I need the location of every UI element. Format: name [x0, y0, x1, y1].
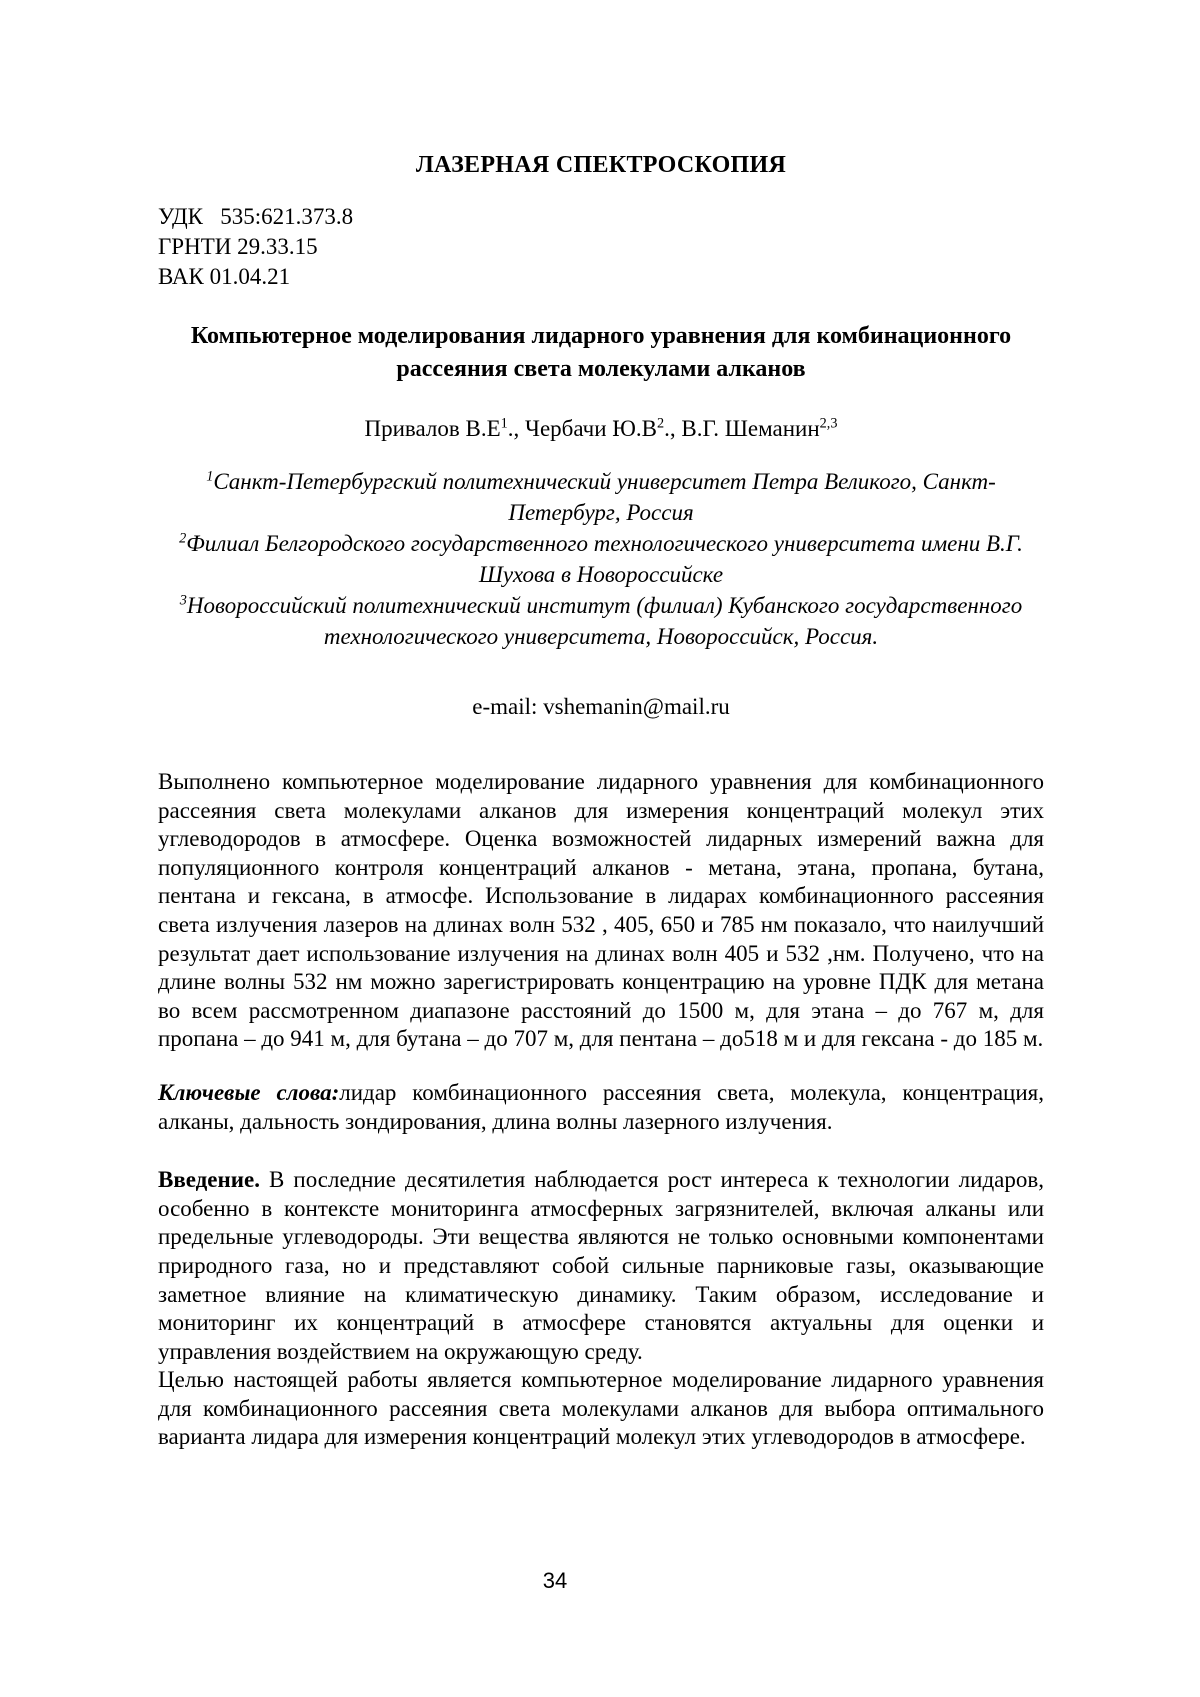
- introduction-heading: Введение.: [158, 1167, 260, 1193]
- introduction-text: В последние десятилетия наблюдается рост интереса к технологии лидаров, особенно в контексте мониторинга атмосферных загрязнителей, включая алканы или предельные углеводороды. Эти вещества являются не только основными компонентами природного газа, но и представляют собой сильные парниковые газы, оказывающие заметное влияние на климатическую динамику. Таким образом, исследование и мониторинг их концентраций в атмосфере становятся актуальны для оценки и управления воздействием на окружающую среду.: [158, 1167, 1044, 1364]
- author-3-affiliation-ref: 2,3: [819, 415, 838, 432]
- classification-codes: [158, 202, 1044, 292]
- author-3: В.Г. Шеманин$^{2,3}$: [681, 415, 838, 441]
- authors-line: [158, 414, 1044, 444]
- keywords-paragraph: [158, 1079, 1044, 1136]
- affiliations-block: [158, 466, 1044, 652]
- affiliation-1: $^1$Санкт-Петербургский политехнический университет Петра Великого, Санкт-Петербург, Россия: [206, 468, 996, 525]
- keywords-label: Ключевые слова:: [158, 1079, 340, 1105]
- journal-section-header: ЛАЗЕРНАЯ СПЕКТРОСКОПИЯ: [415, 152, 787, 178]
- page-number: 34: [542, 1568, 568, 1593]
- author-2: Чербачи $Ю.В^2$.,: [525, 415, 682, 441]
- affiliation-2: $^2$Филиал Белгородского государственного технологического университета имени В.Г. Шухова в Новороссийске: [179, 530, 1023, 587]
- affiliation-3-marker: 3: [179, 592, 187, 609]
- udc-code: УДК 535:621.373.8: [158, 204, 354, 229]
- author-1-affiliation-ref: 1: [500, 415, 508, 432]
- affiliation-2-marker: 2: [179, 530, 187, 547]
- article-title: Компьютерное моделирования лидарного уравнения для комбинационного рассеяния света молекулами алканов: [190, 323, 1012, 382]
- vak-code: ВАК 01.04.21: [158, 264, 291, 289]
- author-1: Привалов $В.Е^1$.,: [364, 415, 526, 441]
- keywords-text: лидар комбинационного рассеяния света, молекула, концентрация, алканы, дальность зондирования, длина волны лазерного излучения.: [158, 1079, 1044, 1134]
- goal-paragraph: Целью настоящей работы является компьютерное моделирование лидарного уравнения для комбинационного рассеяния света молекулами алканов для выбора оптимального варианта лидара для измерения концентраций молекул этих углеводородов в атмосфере.: [158, 1367, 1044, 1450]
- grnti-code: ГРНТИ 29.33.15: [158, 234, 318, 259]
- author-2-affiliation-ref: 2: [657, 415, 665, 432]
- introduction-paragraph: [158, 1166, 1044, 1366]
- abstract-paragraph: Выполнено компьютерное моделирование лидарного уравнения для комбинационного рассеяния света молекулами алканов для измерения концентраций молекул этих углеводородов в атмосфере. Оценка возможностей лидарных измерений важна для популяционного контроля концентраций алканов - метана, этана, пропана, бутана, пентана и гексана, в атмосфе. Использование в лидарах комбинационного рассеяния света излучения лазеров на длинах волн 532 , 405, 650 и 785 нм показало, что наилучший результат дает использование излучения на длинах волн 405 и 532 ,нм. Получено, что на длине волны 532 нм можно зарегистрировать концентрацию на уровне ПДК для метана во всем рассмотренном диапазоне расстояний до 1500 м, для этана – до 767 м, для пропана – до 941 м, для бутана – до 707 м, для пентана – до518 м и для гексана - до 185 м.: [158, 769, 1044, 1052]
- author-email: e-mail: vshemanin@mail.ru: [472, 694, 730, 719]
- affiliation-1-marker: 1: [206, 468, 214, 485]
- affiliation-3: $^3$Новороссийский политехнический институт (филиал) Кубанского государственного технологического университета, Новороссийск, Россия.: [179, 592, 1023, 649]
